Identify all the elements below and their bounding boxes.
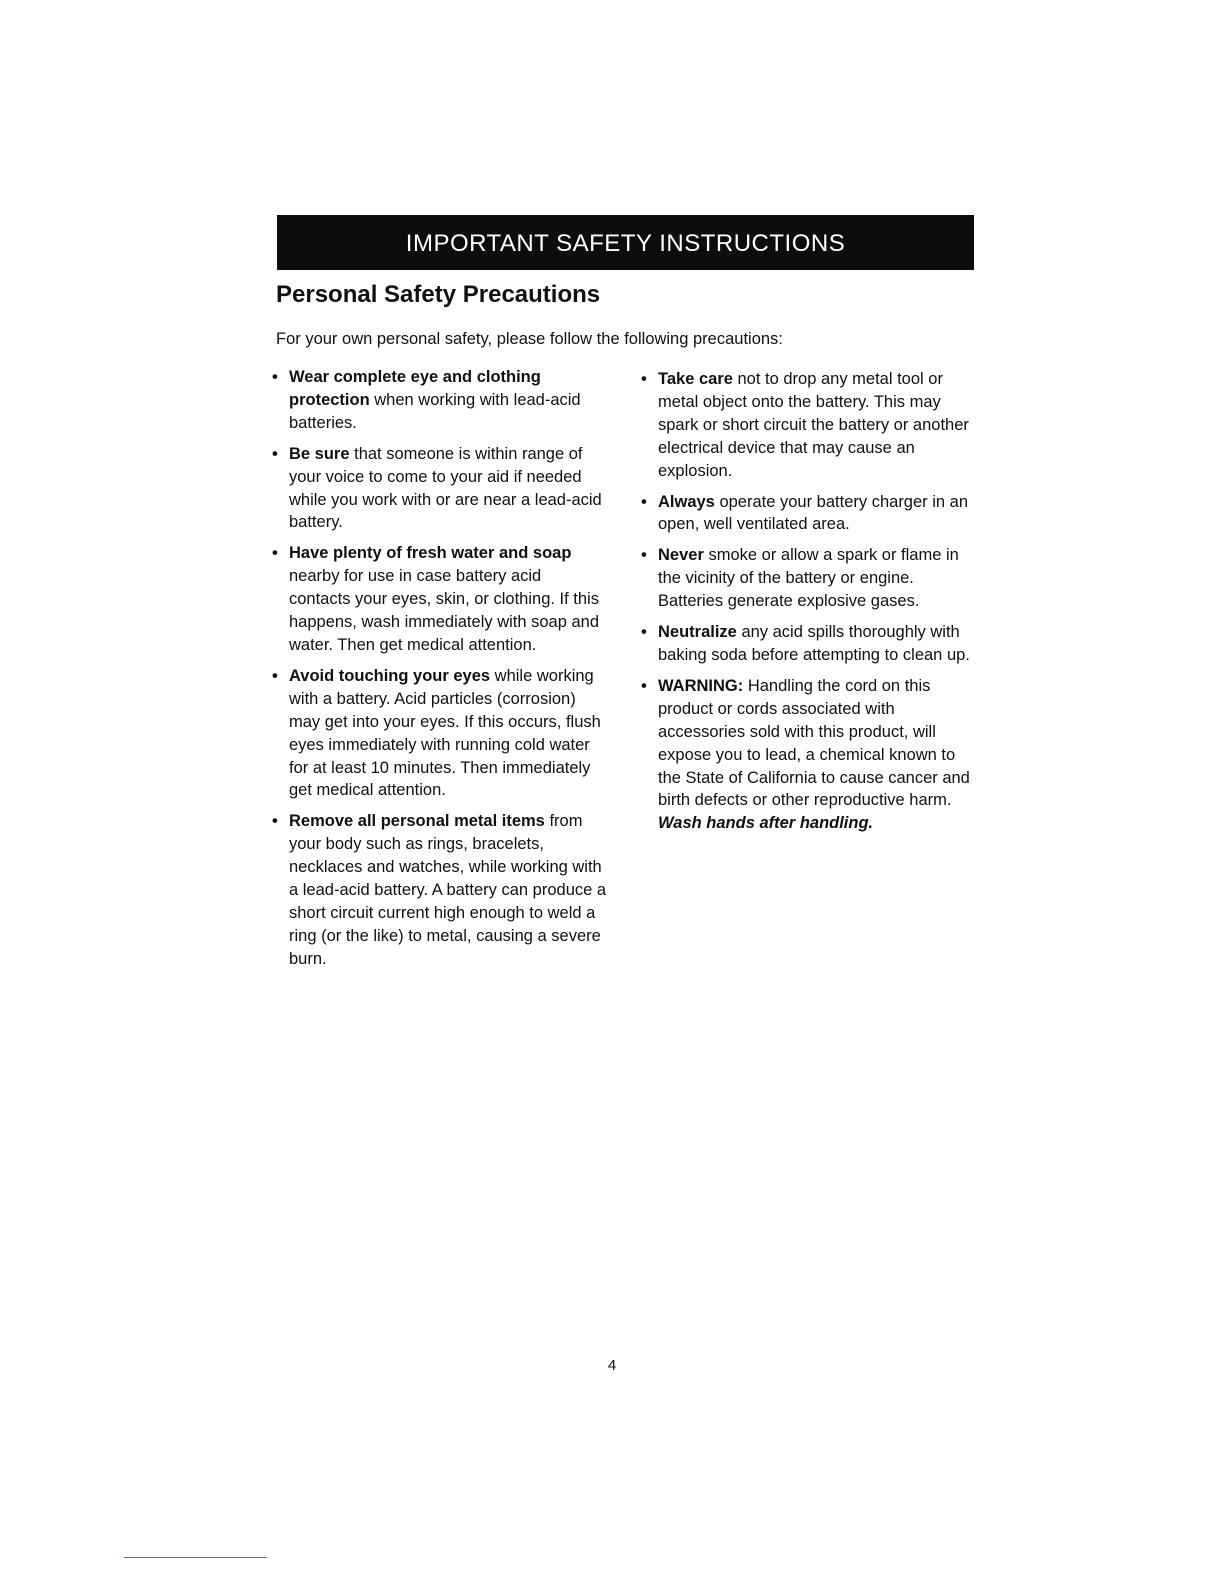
item-lead: WARNING: (658, 676, 744, 695)
section-banner (277, 215, 974, 270)
bullet-icon: • (641, 676, 647, 695)
list-item (272, 665, 607, 802)
item-emphasis: Wash hands after handling. (658, 814, 874, 833)
item-text: while working with a battery. Acid particles (corrosion) may get into your eyes. If this occurs, flush eyes immediately with running cold water for at least 10 minutes. Then immediately get medical attention. (289, 666, 601, 800)
item-text: operate your battery charger in an open, well ventilated area. (658, 492, 969, 534)
item-text: from your body such as rings, bracelets, necklaces and watches, while working with a lead-acid battery. A battery can produce a short circuit current high enough to weld a ring (or the like) to metal, causing a severe burn. (289, 812, 607, 968)
item-lead: Always (658, 492, 715, 511)
item-lead: Never (658, 546, 704, 565)
section-title: Personal Safety Precautions (276, 281, 601, 308)
bullet-icon: • (272, 812, 278, 831)
item-lead: Remove all personal metal items (289, 812, 545, 831)
item-lead: Be sure (289, 444, 350, 463)
list-item (641, 621, 976, 667)
intro-text: For your own personal safety, please follow the following precautions: (276, 330, 783, 348)
item-text: that someone is within range of your voice to come to your aid if needed while you work with or are near a lead-acid battery. (289, 444, 602, 532)
item-lead: Have plenty of fresh water and soap (289, 544, 572, 563)
item-lead: Avoid touching your eyes (289, 666, 491, 685)
bullet-icon: • (272, 544, 278, 563)
bullet-icon: • (272, 368, 278, 386)
item-lead: Neutralize (658, 623, 737, 642)
bullet-icon: • (641, 492, 647, 511)
banner-title: IMPORTANT SAFETY INSTRUCTIONS (405, 229, 846, 257)
precautions-list-right (641, 368, 976, 843)
list-item (272, 810, 607, 970)
list-item (641, 544, 976, 613)
bullet-icon: • (641, 370, 647, 388)
bullet-icon: • (641, 623, 647, 642)
bullet-icon: • (272, 666, 278, 685)
item-lead: Wear complete eye and clothing protection (289, 368, 541, 409)
list-item (272, 542, 607, 657)
precautions-list-left (272, 366, 607, 979)
list-item (272, 443, 607, 535)
item-text: smoke or allow a spark or flame in the vicinity of the battery or engine. Batteries generate explosive gases. (658, 546, 959, 611)
bullet-icon: • (272, 444, 278, 463)
item-text: when working with lead-acid batteries. (289, 390, 581, 432)
item-text: not to drop any metal tool or metal object onto the battery. This may spark or short circuit the battery or another electrical device that may cause an explosion. (658, 370, 969, 480)
item-text: nearby for use in case battery acid contacts your eyes, skin, or clothing. If this happens, wash immediately with soap and water. Then get medical attention. (289, 567, 600, 654)
list-item (641, 675, 976, 835)
item-text: Handling the cord on this product or cords associated with accessories sold with this product, will expose you to lead, a chemical known to the State of California to cause cancer and birth defects or other reproductive harm. (658, 676, 970, 810)
bullet-icon: • (641, 546, 647, 565)
footer-rule (124, 1557, 267, 1558)
item-text: any acid spills thoroughly with baking soda before attempting to clean up. (658, 623, 970, 664)
page-number: 4 (607, 1357, 617, 1374)
list-item (272, 366, 607, 435)
list-item (641, 491, 976, 537)
item-lead: Take care (658, 370, 733, 388)
list-item (641, 368, 976, 483)
